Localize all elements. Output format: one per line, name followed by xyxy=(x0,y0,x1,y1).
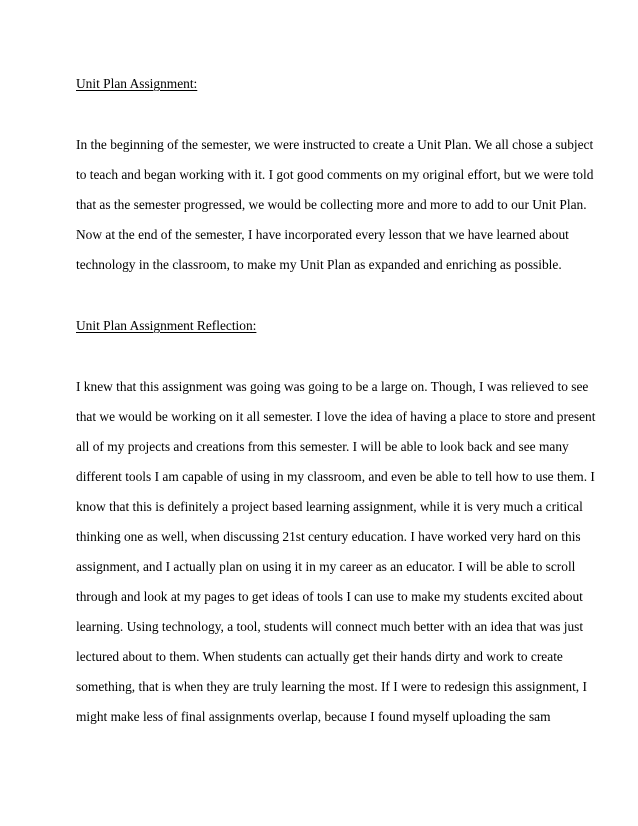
paragraph-line: In the beginning of the semester, we were instructed to create a Unit Plan. We all chose a subject xyxy=(76,137,594,152)
section-heading-reflection: Unit Plan Assignment Reflection: xyxy=(76,318,257,333)
paragraph-line: thinking one as well, when discussing 21st century education. I have worked very hard on this xyxy=(76,529,581,544)
paragraph-line: I knew that this assignment was going was going to be a large on. Though, I was relieved to see xyxy=(76,379,589,394)
section-heading-unit-plan: Unit Plan Assignment: xyxy=(76,76,198,91)
paragraph-line: all of my projects and creations from this semester. I will be able to look back and see many xyxy=(76,439,569,454)
paragraph-line: lectured about to them. When students can actually get their hands dirty and work to create xyxy=(76,649,563,664)
paragraph-line: know that this is definitely a project based learning assignment, while it is very much a critical xyxy=(76,499,583,514)
paragraph-line: assignment, and I actually plan on using it in my career as an educator. I will be able to scroll xyxy=(76,559,576,574)
paragraph-line: different tools I am capable of using in my classroom, and even be able to tell how to use them. I xyxy=(76,469,595,484)
paragraph-line: that as the semester progressed, we would be collecting more and more to add to our Unit Plan. xyxy=(76,197,587,212)
paragraph-line: might make less of final assignments overlap, because I found myself uploading the sam xyxy=(76,709,551,724)
paragraph-line: to teach and began working with it. I got good comments on my original effort, but we were told xyxy=(76,167,594,182)
paragraph-line: technology in the classroom, to make my Unit Plan as expanded and enriching as possible. xyxy=(76,257,562,272)
paragraph-line: that we would be working on it all semester. I love the idea of having a place to store and present xyxy=(76,409,596,424)
paragraph-line: through and look at my pages to get ideas of tools I can use to make my students excited about xyxy=(76,589,583,604)
paragraph-line: Now at the end of the semester, I have incorporated every lesson that we have learned about xyxy=(76,227,569,242)
paragraph-line: learning. Using technology, a tool, students will connect much better with an idea that was just xyxy=(76,619,584,634)
paragraph-line: something, that is when they are truly learning the most. If I were to redesign this assignment, I xyxy=(76,679,587,694)
